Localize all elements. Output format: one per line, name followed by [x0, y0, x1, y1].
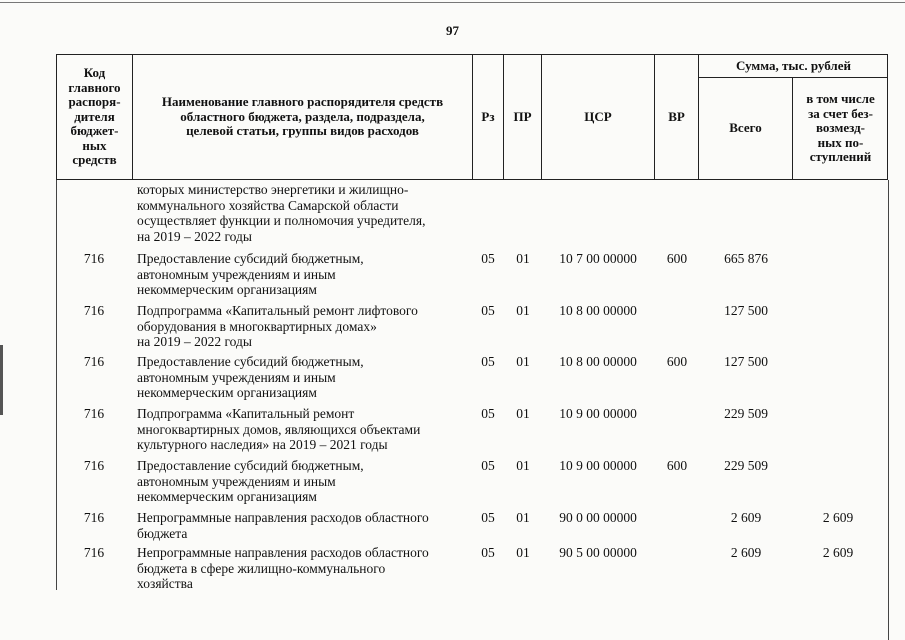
table-header [56, 54, 888, 180]
header-pr: ПР [513, 108, 532, 124]
cell-free: 2 609 [822, 545, 854, 560]
cell-rz: 05 [481, 458, 495, 473]
page-number: 97 [446, 23, 459, 38]
scan-edge-mark [0, 345, 3, 415]
header-code: Код главного распоря- дителя бюджет- ных средств [68, 65, 121, 168]
cell-total: 229 509 [724, 406, 768, 421]
cell-csr: 90 0 00 00000 [559, 510, 637, 525]
cell-csr: 10 8 00 00000 [559, 354, 637, 369]
cell-free: 2 609 [822, 510, 854, 525]
header-free: в том числе за счет без- возмезд- ных по- ступлений [806, 91, 875, 165]
cell-pr: 01 [516, 545, 530, 560]
cell-name: Предоставление субсидий бюджетным, автономным учреждениям и иным некоммерческим организациям [137, 458, 364, 504]
cell-rz: 05 [481, 251, 495, 266]
cell-total: 127 500 [724, 303, 768, 318]
cell-name: Непрограммные направления расходов областного бюджета в сфере жилищно-коммунального хозяйства [137, 545, 429, 591]
cell-name: которых министерство энергетики и жилищно- коммунального хозяйства Самарской области осуществляет функции и полномочия учредителя, на 2019 – 2022 годы [137, 182, 426, 244]
header-csr: ЦСР [584, 108, 612, 124]
cell-name: Непрограммные направления расходов областного бюджета [137, 510, 429, 541]
cell-rz: 05 [481, 545, 495, 560]
cell-csr: 10 8 00 00000 [559, 303, 637, 318]
cell-code: 716 [83, 303, 105, 318]
cell-csr: 90 5 00 00000 [559, 545, 637, 560]
cell-rz: 05 [481, 354, 495, 369]
cell-pr: 01 [516, 251, 530, 266]
cell-code: 716 [83, 406, 105, 421]
cell-name: Подпрограмма «Капитальный ремонт лифтового оборудования в многоквартирных домах» на 2019 – 2022 годы [137, 303, 418, 349]
cell-vr: 600 [666, 354, 688, 369]
cell-code: 716 [83, 510, 105, 525]
cell-rz: 05 [481, 510, 495, 525]
cell-total: 2 609 [730, 545, 762, 560]
column-rule [56, 180, 57, 590]
cell-total: 2 609 [730, 510, 762, 525]
cell-code: 716 [83, 458, 105, 473]
header-vr: ВР [668, 108, 685, 124]
cell-csr: 10 9 00 00000 [559, 458, 637, 473]
cell-pr: 01 [516, 303, 530, 318]
cell-name: Предоставление субсидий бюджетным, автономным учреждениям и иным некоммерческим организациям [137, 251, 364, 297]
top-rule [0, 2, 905, 3]
cell-total: 229 509 [724, 458, 768, 473]
cell-name: Подпрограмма «Капитальный ремонт многоквартирных домов, являющихся объектами культурного наследия» на 2019 – 2021 годы [137, 406, 421, 452]
cell-name: Предоставление субсидий бюджетным, автономным учреждениям и иным некоммерческим организациям [137, 354, 364, 400]
header-total: Всего [729, 120, 762, 136]
cell-pr: 01 [516, 458, 530, 473]
cell-pr: 01 [516, 354, 530, 369]
cell-total: 665 876 [724, 251, 768, 266]
header-rz: Рз [481, 108, 495, 124]
cell-code: 716 [83, 251, 105, 266]
cell-rz: 05 [481, 303, 495, 318]
column-rule [888, 180, 889, 640]
cell-pr: 01 [516, 510, 530, 525]
header-name: Наименование главного распорядителя средств областного бюджета, раздела, подраздела, целевой статьи, группы видов расходов [161, 94, 444, 139]
cell-csr: 10 9 00 00000 [559, 406, 637, 421]
cell-vr: 600 [666, 251, 688, 266]
cell-rz: 05 [481, 406, 495, 421]
cell-total: 127 500 [724, 354, 768, 369]
cell-pr: 01 [516, 406, 530, 421]
cell-code: 716 [83, 545, 105, 560]
cell-vr: 600 [666, 458, 688, 473]
header-sum: Сумма, тыс. рублей [736, 57, 851, 73]
cell-csr: 10 7 00 00000 [559, 251, 637, 266]
cell-code: 716 [83, 354, 105, 369]
